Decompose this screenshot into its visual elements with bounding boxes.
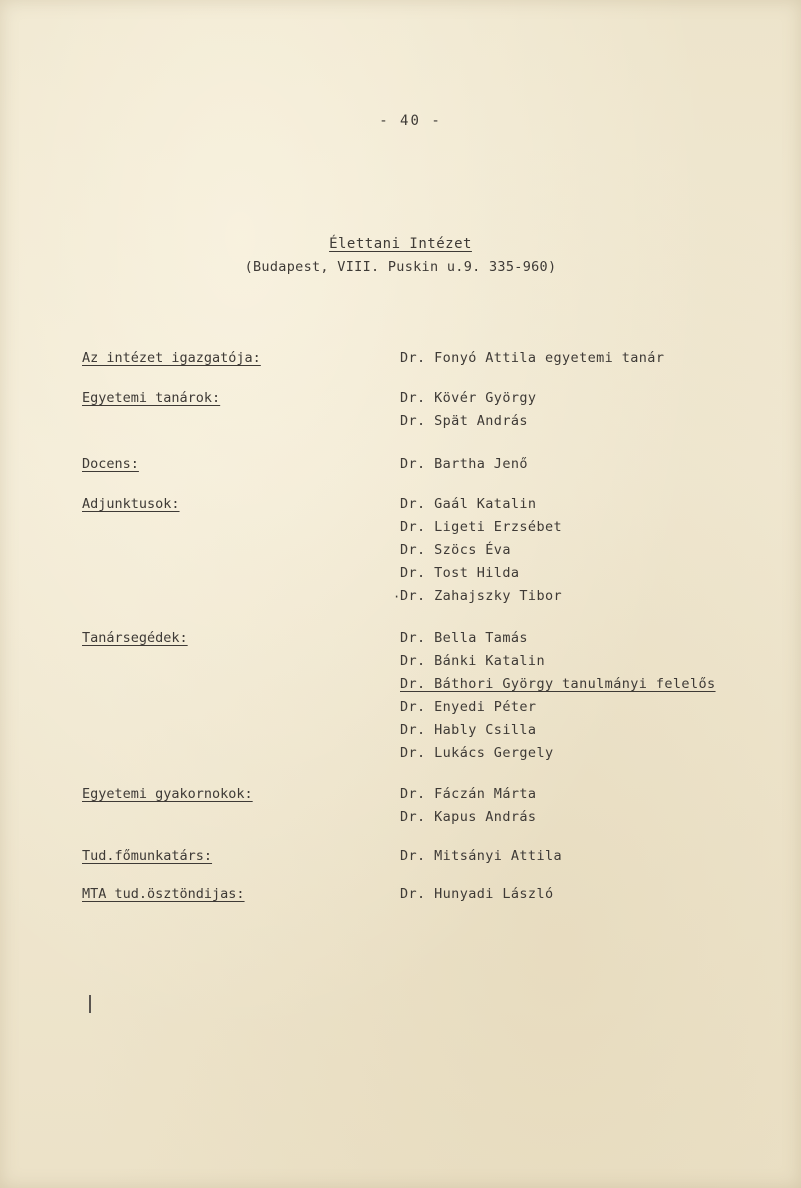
- role-label-tanarsegedek: Tanársegédek:: [82, 630, 188, 646]
- person-gyakornok-1: Dr. Fáczán Márta: [400, 786, 537, 802]
- person-osztondijas-1: Dr. Hunyadi László: [400, 886, 554, 902]
- person-adjunktus-5: Dr. Zahajszky Tibor: [400, 588, 563, 604]
- person-adjunktus-4: Dr. Tost Hilda: [400, 565, 520, 581]
- role-label-director: Az intézet igazgatója:: [82, 350, 261, 366]
- person-professor-2: Dr. Spät András: [400, 413, 528, 429]
- institute-title: [0, 236, 801, 252]
- role-label-gyakornokok: Egyetemi gyakornokok:: [82, 786, 253, 802]
- person-fomunkatars-1: Dr. Mitsányi Attila: [400, 848, 563, 864]
- role-label-professors: Egyetemi tanárok:: [82, 390, 221, 406]
- margin-mark: [89, 995, 91, 1013]
- person-tanarseged-4: Dr. Enyedi Péter: [400, 699, 537, 715]
- person-tanarseged-5: Dr. Hably Csilla: [400, 722, 537, 738]
- person-adjunktus-1: Dr. Gaál Katalin: [400, 496, 537, 512]
- person-tanarseged-3: Dr. Báthori György tanulmányi felelős: [400, 676, 716, 692]
- person-docens-1: Dr. Bartha Jenő: [400, 456, 528, 472]
- page-number: - 40 -: [379, 113, 442, 129]
- person-adjunktus-3: Dr. Szöcs Éva: [400, 542, 511, 558]
- person-professor-1: Dr. Kövér György: [400, 390, 537, 406]
- person-tanarseged-1: Dr. Bella Tamás: [400, 630, 528, 646]
- person-gyakornok-2: Dr. Kapus András: [400, 809, 537, 825]
- person-director: Dr. Fonyó Attila egyetemi tanár: [400, 350, 665, 366]
- role-label-fomunkatars: Tud.főmunkatárs:: [82, 848, 213, 864]
- role-label-osztondijas: MTA tud.ösztöndijas:: [82, 886, 245, 902]
- stray-dot: ·: [393, 590, 401, 604]
- role-label-docens: Docens:: [82, 456, 139, 472]
- institute-address: (Budapest, VIII. Puskin u.9. 335-960): [244, 259, 557, 275]
- person-tanarseged-2: Dr. Bánki Katalin: [400, 653, 545, 669]
- person-tanarseged-6: Dr. Lukács Gergely: [400, 745, 554, 761]
- role-label-adjunktusok: Adjunktusok:: [82, 496, 180, 512]
- person-adjunktus-2: Dr. Ligeti Erzsébet: [400, 519, 563, 535]
- institute-name: Élettani Intézet: [329, 236, 472, 252]
